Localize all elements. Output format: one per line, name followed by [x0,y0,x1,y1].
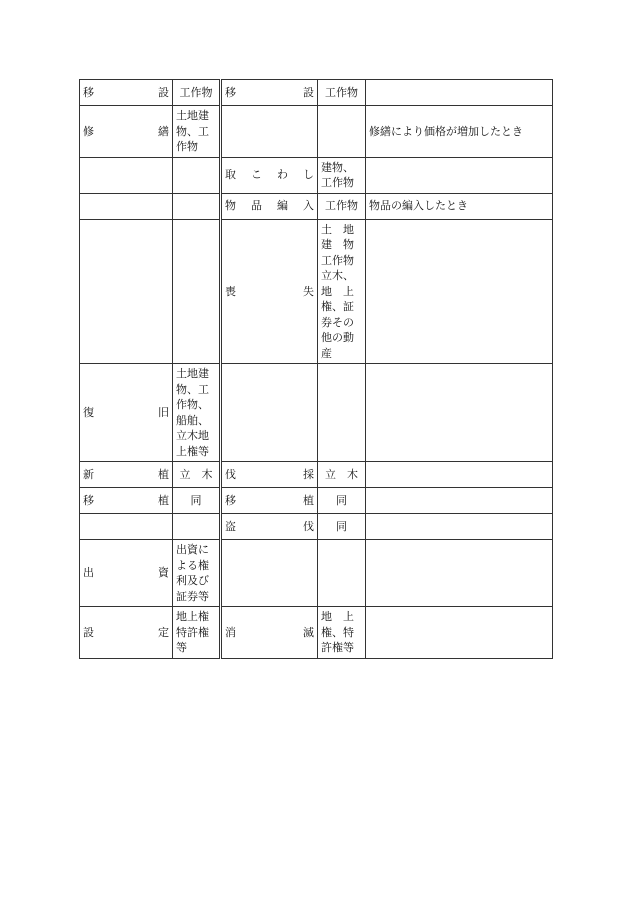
increase-reason-cell [80,514,173,540]
increase-object-cell [173,514,221,540]
table-row [80,364,553,462]
table-row [80,219,553,364]
note-cell [366,364,553,462]
note-cell: 物品の編入したとき [366,193,553,219]
decrease-object-cell: 同 [318,488,366,514]
note-cell [366,607,553,659]
table-row [80,106,553,158]
decrease-object-cell: 工作物 [318,80,366,106]
increase-reason-cell: 復 旧 [80,364,173,462]
decrease-object-cell [318,106,366,158]
decrease-object-cell: 同 [318,514,366,540]
decrease-reason-cell [221,364,318,462]
table-row [80,157,553,193]
note-cell [366,540,553,607]
decrease-reason-cell [221,106,318,158]
decrease-reason-cell: 消 滅 [221,607,318,659]
increase-object-cell: 土地建物、工作物、船舶、立木地上権等 [173,364,221,462]
decrease-reason-cell: 喪 失 [221,219,318,364]
increase-object-cell [173,219,221,364]
increase-reason-cell: 出 資 [80,540,173,607]
decrease-reason-cell [221,540,318,607]
increase-reason-cell: 設 定 [80,607,173,659]
decrease-object-cell: 建物、工作物 [318,157,366,193]
decrease-object-cell: 地 上権、特許権等 [318,607,366,659]
increase-reason-cell: 新 植 [80,462,173,488]
increase-reason-cell: 移 植 [80,488,173,514]
increase-object-cell [173,193,221,219]
note-cell [366,219,553,364]
increase-reason-cell: 修 繕 [80,106,173,158]
increase-reason-cell [80,193,173,219]
increase-reason-cell: 移 設 [80,80,173,106]
increase-object-cell: 同 [173,488,221,514]
table-row [80,462,553,488]
table-row [80,80,553,106]
table-row [80,514,553,540]
increase-object-cell: 地上権特許権等 [173,607,221,659]
increase-reason-cell [80,157,173,193]
note-cell: 修繕により価格が増加したとき [366,106,553,158]
note-cell [366,462,553,488]
decrease-reason-cell: 物品編入 [221,193,318,219]
note-cell [366,488,553,514]
decrease-object-cell: 土 地建 物工作物立木、地 上権、証券その他の動産 [318,219,366,364]
increase-object-cell: 立 木 [173,462,221,488]
increase-object-cell: 土地建物、工作物 [173,106,221,158]
increase-object-cell: 工作物 [173,80,221,106]
table-row [80,193,553,219]
decrease-reason-cell: 移 設 [221,80,318,106]
decrease-reason-cell: 移 植 [221,488,318,514]
increase-object-cell: 出資による権利及び証券等 [173,540,221,607]
table-row [80,540,553,607]
decrease-reason-cell: 伐 採 [221,462,318,488]
increase-object-cell [173,157,221,193]
note-cell [366,157,553,193]
decrease-object-cell [318,540,366,607]
decrease-object-cell [318,364,366,462]
decrease-object-cell: 立 木 [318,462,366,488]
increase-reason-cell [80,219,173,364]
table-row [80,607,553,659]
asset-change-table [79,79,553,659]
note-cell [366,80,553,106]
decrease-reason-cell: 盗 伐 [221,514,318,540]
decrease-reason-cell: 取こわし [221,157,318,193]
note-cell [366,514,553,540]
decrease-object-cell: 工作物 [318,193,366,219]
table-row [80,488,553,514]
